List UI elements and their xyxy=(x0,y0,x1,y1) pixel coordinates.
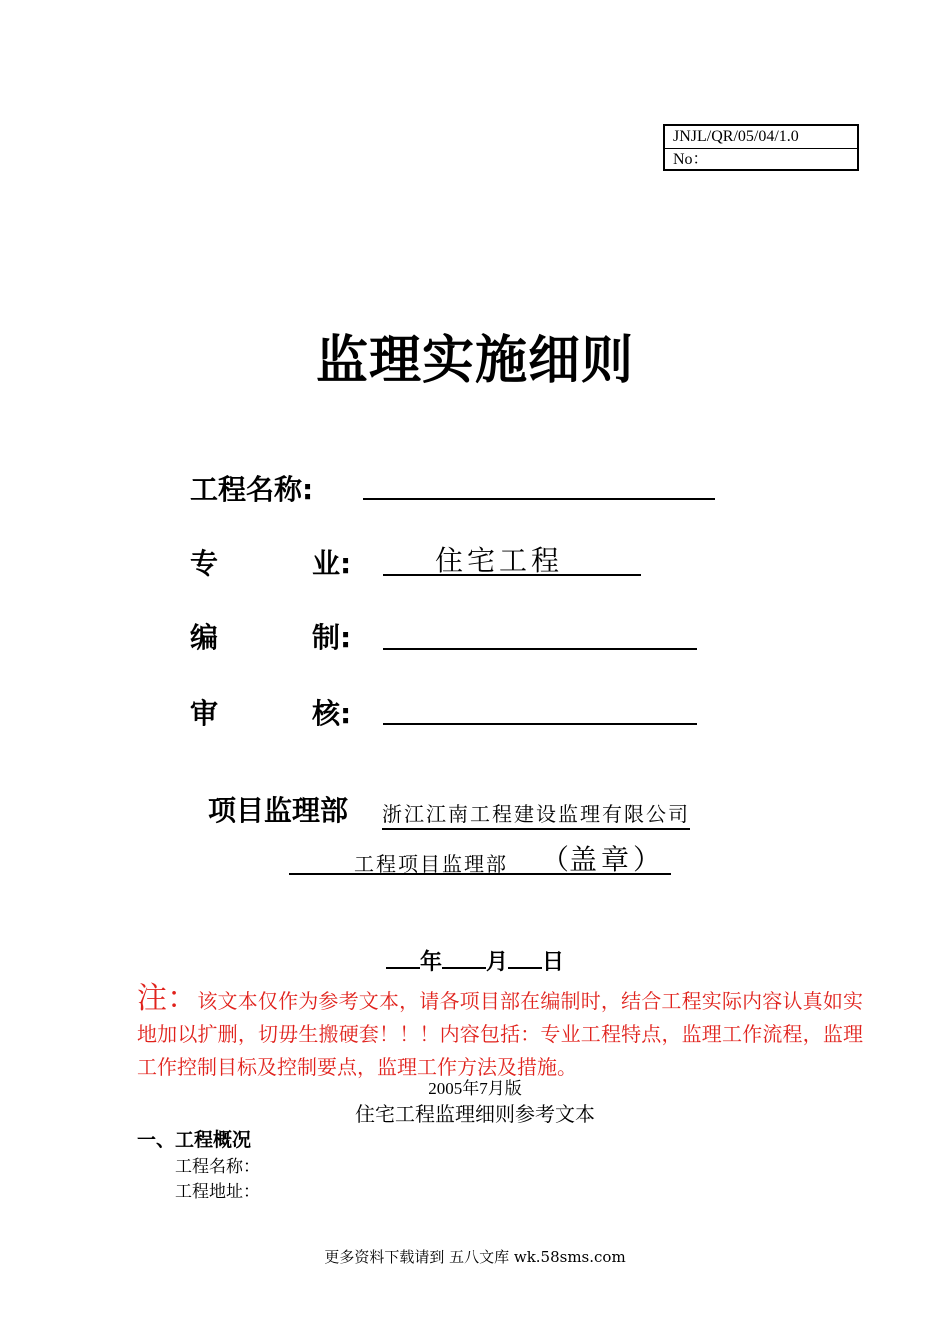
month-label: 月 xyxy=(485,950,508,975)
seal-close: ） xyxy=(633,843,662,876)
compile-label-char2: 制: xyxy=(312,621,352,654)
major-value: 住宅工程 xyxy=(435,544,564,577)
day-label: 日 xyxy=(542,950,565,975)
document-no-label: No： xyxy=(665,148,857,171)
project-name-field[interactable] xyxy=(363,498,715,500)
seal-text: 盖章 xyxy=(569,843,634,876)
edition-text: 2005年7月版 xyxy=(428,1079,522,1098)
year-blank[interactable] xyxy=(386,945,420,969)
section-item-project-name: 工程名称： xyxy=(175,1157,260,1177)
date-line xyxy=(0,945,950,976)
footer-text: 更多资料下载请到 五八文库 wk.58sms.com xyxy=(324,1248,626,1266)
section-item-project-address: 工程地址： xyxy=(175,1182,260,1202)
review-label-char1: 审 xyxy=(190,697,219,730)
compile-field[interactable] xyxy=(383,648,697,650)
seal-open: （ xyxy=(541,843,570,876)
day-blank[interactable] xyxy=(508,945,542,969)
compile-label-char1: 编 xyxy=(190,621,219,654)
document-subtitle: 住宅工程监理细则参考文本 xyxy=(355,1102,595,1126)
month-blank[interactable] xyxy=(442,945,486,969)
dept-line2: 工程项目监理部 xyxy=(354,852,508,876)
major-label-char2: 业: xyxy=(312,547,352,580)
dept-label: 项目监理部 xyxy=(208,794,349,827)
seal-group xyxy=(541,838,661,878)
document-number: JNJL/QR/05/04/1.0 xyxy=(673,128,799,145)
note-head: 注： xyxy=(137,981,198,1016)
note-body: 该文本仅作为参考文本，请各项目部在编制时，结合工程实际内容认真如实地加以扩删，切毋生搬硬套！！！内容包括：专业工程特点，监理工作流程，监理工作控制目标及控制要点，监理工作方法及措施。 xyxy=(137,989,864,1079)
section-heading: 一、工程概况 xyxy=(137,1129,252,1151)
dept-company: 浙江江南工程建设监理有限公司 xyxy=(382,798,690,830)
note-block xyxy=(137,982,863,1084)
year-label: 年 xyxy=(419,950,442,975)
major-label-char1: 专 xyxy=(190,547,219,580)
review-field[interactable] xyxy=(383,723,697,725)
review-label-char2: 核: xyxy=(312,697,352,730)
project-name-label: 工程名称: xyxy=(190,473,314,506)
page-title: 监理实施细则 xyxy=(315,331,634,391)
document-code-box xyxy=(663,124,859,171)
